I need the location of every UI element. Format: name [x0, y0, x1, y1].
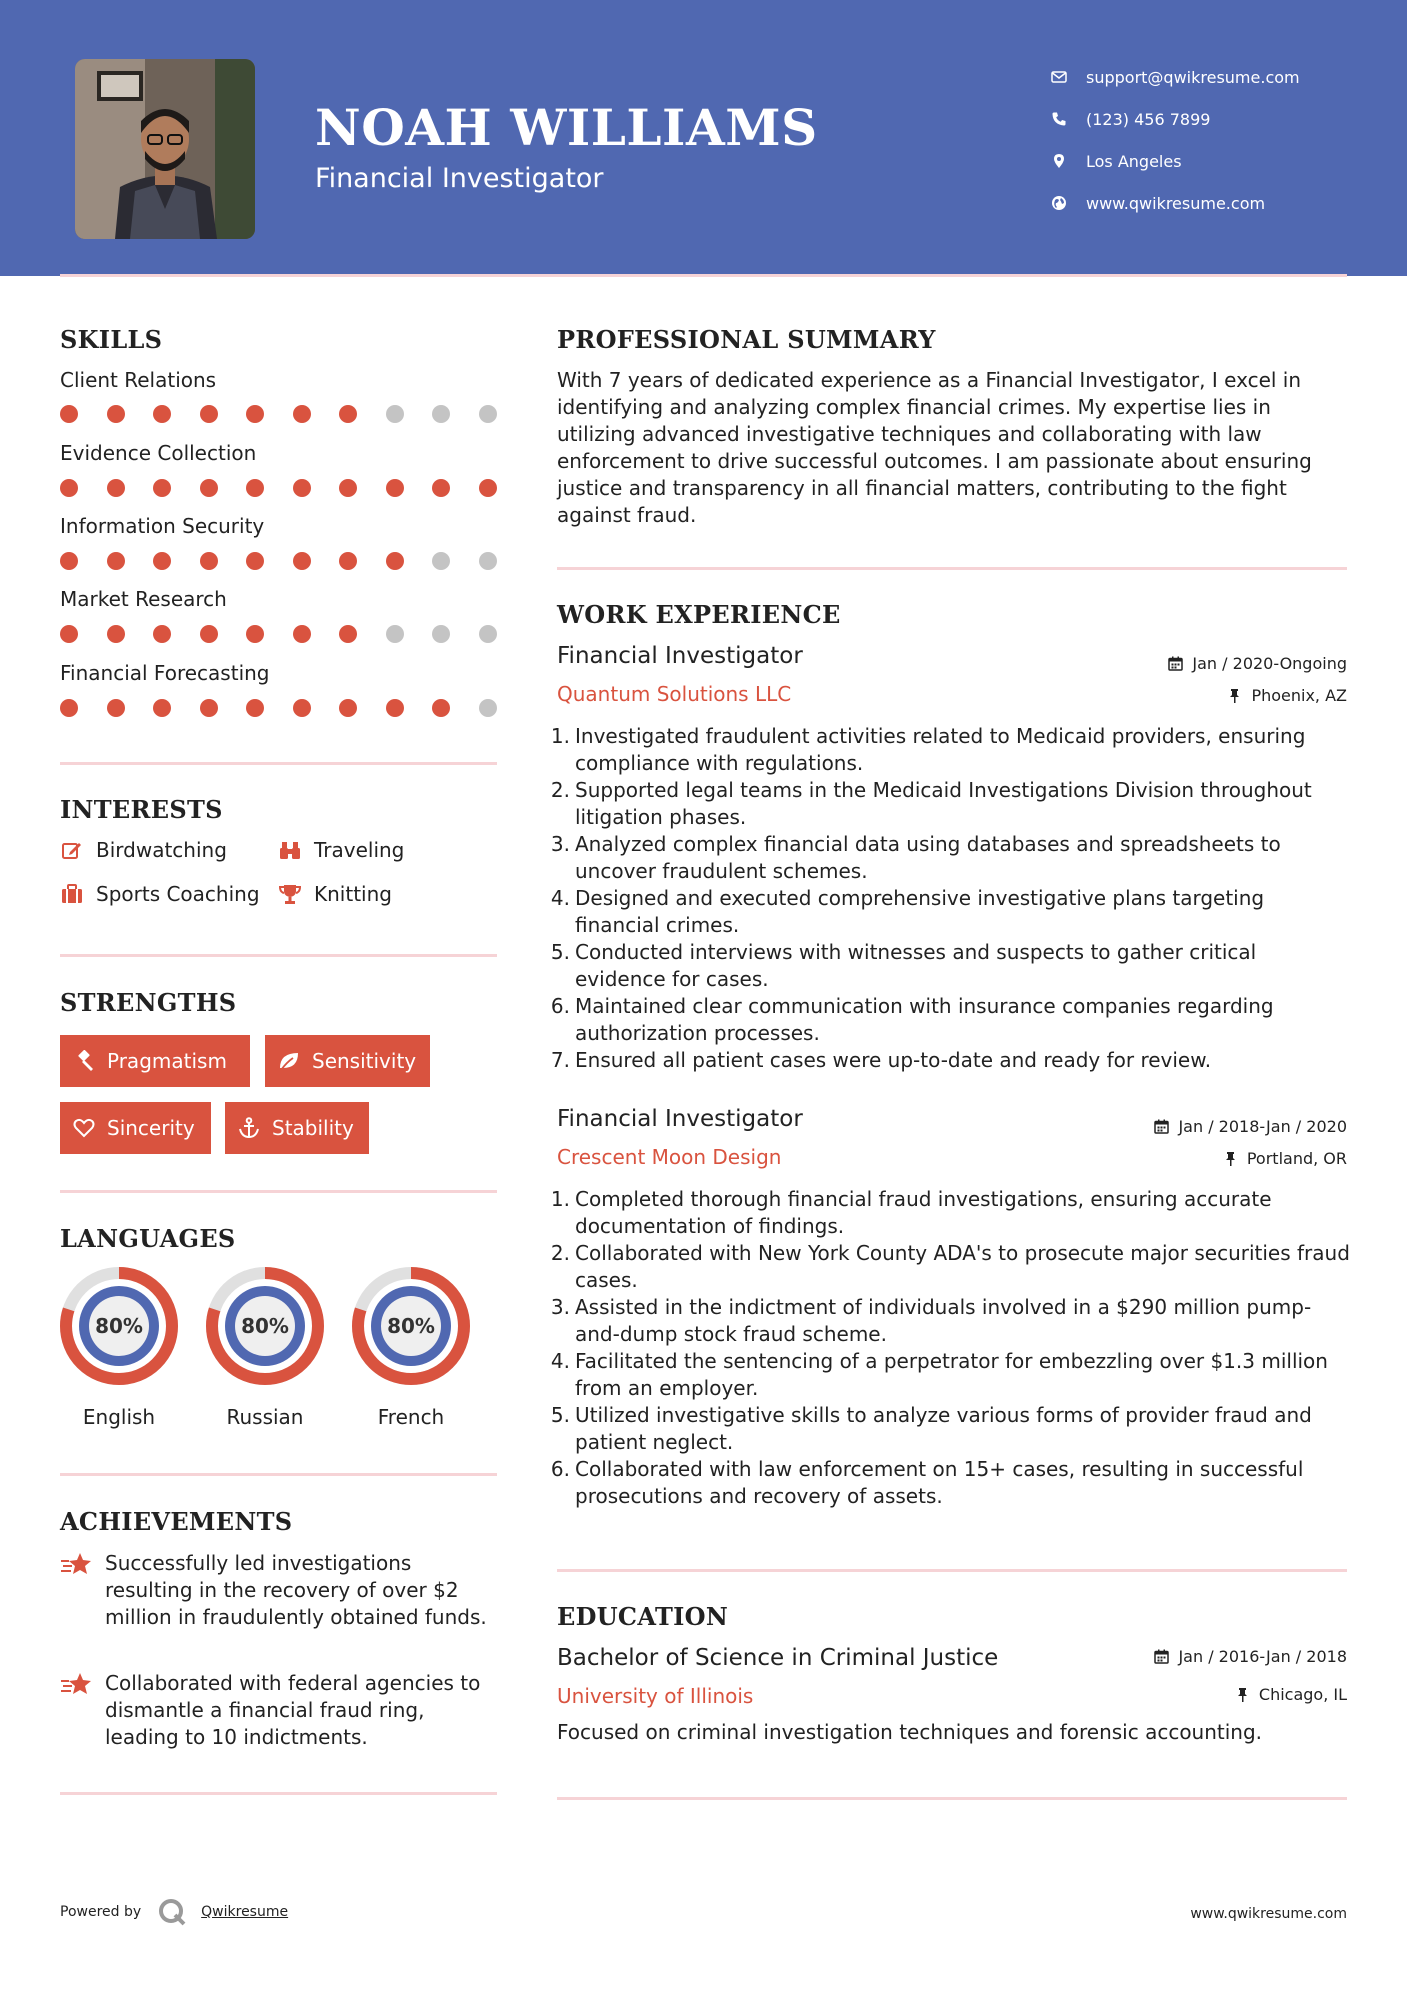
job-title: Financial Investigator	[557, 1106, 803, 1132]
bullet-text: Supported legal teams in the Medicaid Investigations Division throughout litigation phases.	[575, 778, 1312, 829]
skill-dot-filled	[200, 699, 218, 717]
language-label: French	[377, 1405, 445, 1429]
skill-rating	[60, 625, 525, 643]
skill-dot-empty	[479, 625, 497, 643]
envelope-icon	[1050, 68, 1068, 86]
skill-dot-filled	[339, 479, 357, 497]
skill-dot-empty	[432, 405, 450, 423]
globe-icon	[1050, 194, 1068, 212]
map-pin-icon	[1050, 152, 1068, 170]
skill-dot-filled	[60, 552, 78, 570]
pushpin-icon	[1223, 1151, 1239, 1167]
achievement-text: Successfully led investigations resulting in the recovery of over $2 million in fraudulently obtained funds.	[105, 1551, 487, 1629]
contact-phone-text: (123) 456 7899	[1086, 109, 1211, 129]
calendar-icon	[1168, 656, 1184, 672]
job-dates	[1168, 654, 1347, 673]
bullet-number: 2.	[550, 778, 570, 802]
resume-header	[0, 0, 1407, 276]
education-heading: EDUCATION	[557, 1602, 729, 1631]
job-location-text: Phoenix, AZ	[1251, 686, 1347, 705]
bullet-number: 5.	[550, 940, 570, 964]
skill-dot-filled	[293, 552, 311, 570]
language-label: English	[82, 1405, 156, 1429]
education-dates	[1154, 1647, 1347, 1666]
bullet-number: 2.	[550, 1241, 570, 1265]
job-title: Financial Investigator	[557, 643, 803, 669]
job-bullet	[550, 1402, 1350, 1456]
contact-list	[1050, 56, 1300, 224]
bullet-text: Utilized investigative skills to analyze various forms of provider fraud and patient neglect.	[575, 1403, 1312, 1454]
skill-dot-filled	[293, 479, 311, 497]
language-percent: 80%	[95, 1314, 143, 1338]
skill-dot-filled	[246, 552, 264, 570]
achievement-item	[60, 1550, 500, 1631]
skill-label: Evidence Collection	[60, 441, 257, 465]
strength-badge	[60, 1035, 250, 1087]
brand-link[interactable]: Qwikresume	[201, 1904, 289, 1920]
bullet-text: Collaborated with New York County ADA's to prosecute major securities fraud cases.	[575, 1241, 1350, 1292]
interests-heading: INTERESTS	[60, 795, 223, 824]
skill-dot-filled	[339, 405, 357, 423]
section-divider	[557, 567, 1347, 570]
skill-dot-filled	[246, 479, 264, 497]
bullet-number: 6.	[550, 1457, 570, 1481]
company-name: Quantum Solutions LLC	[557, 682, 792, 706]
interest-item	[60, 882, 260, 906]
job-bullet	[550, 1348, 1350, 1402]
skill-dot-filled	[339, 552, 357, 570]
section-divider	[60, 1792, 497, 1795]
qwikresume-logo-icon	[157, 1897, 187, 1927]
skill-dot-filled	[60, 479, 78, 497]
skill-dot-filled	[200, 625, 218, 643]
pushpin-icon	[1227, 688, 1243, 704]
footer-powered-by	[60, 1897, 288, 1927]
school-name: University of Illinois	[557, 1684, 754, 1708]
footer-website[interactable]: www.qwikresume.com	[1190, 1906, 1347, 1922]
skill-dot-empty	[386, 625, 404, 643]
bullet-number: 3.	[550, 1295, 570, 1319]
education-location	[1235, 1685, 1347, 1704]
skill-dot-empty	[479, 405, 497, 423]
language-ring	[204, 1265, 326, 1387]
language-ring	[350, 1265, 472, 1387]
shooting-star-icon	[60, 1670, 93, 1700]
interest-label: Birdwatching	[96, 838, 227, 862]
job-bullets	[550, 723, 1350, 1074]
bullet-text: Ensured all patient cases were up-to-date and ready for review.	[575, 1048, 1212, 1072]
contact-email-text: support@qwikresume.com	[1086, 67, 1300, 87]
language-percent: 80%	[241, 1314, 289, 1338]
bullet-text: Assisted in the indictment of individuals involved in a $290 million pump-and-dump stock fraud scheme.	[575, 1295, 1312, 1346]
profile-photo	[75, 59, 255, 239]
job-bullet	[550, 993, 1350, 1047]
achievement-item	[60, 1670, 500, 1751]
skill-dot-filled	[107, 479, 125, 497]
job-bullet	[550, 723, 1350, 777]
skill-dot-filled	[200, 552, 218, 570]
education-description: Focused on criminal investigation techniques and forensic accounting.	[557, 1720, 1263, 1744]
skill-dot-filled	[153, 479, 171, 497]
language-item	[58, 1265, 180, 1429]
contact-phone[interactable]	[1050, 98, 1300, 140]
skill-dot-filled	[153, 405, 171, 423]
edit-icon	[60, 838, 84, 862]
section-divider	[60, 954, 497, 957]
leaf-icon	[278, 1050, 300, 1072]
interest-label: Sports Coaching	[96, 882, 260, 906]
skill-dot-filled	[293, 405, 311, 423]
skill-dot-filled	[339, 625, 357, 643]
strength-label: Pragmatism	[107, 1049, 227, 1073]
bullet-number: 1.	[550, 724, 570, 748]
interest-item	[278, 838, 404, 862]
skill-dot-filled	[60, 699, 78, 717]
job-bullet	[550, 1294, 1350, 1348]
calendar-icon	[1154, 1649, 1170, 1665]
skill-rating	[60, 479, 525, 497]
achievement-text: Collaborated with federal agencies to dismantle a financial fraud ring, leading to 10 indictments.	[105, 1671, 481, 1749]
bullet-number: 5.	[550, 1403, 570, 1427]
bullet-text: Completed thorough financial fraud investigations, ensuring accurate documentation of findings.	[575, 1187, 1272, 1238]
strength-label: Stability	[272, 1116, 354, 1140]
education-dates-text: Jan / 2016-Jan / 2018	[1178, 1647, 1347, 1666]
contact-website-text: www.qwikresume.com	[1086, 193, 1266, 213]
contact-location	[1050, 140, 1300, 182]
job-bullet	[550, 831, 1350, 885]
language-percent: 80%	[387, 1314, 435, 1338]
skill-dot-filled	[432, 699, 450, 717]
contact-location-text: Los Angeles	[1086, 151, 1182, 171]
skill-dot-filled	[107, 552, 125, 570]
heart-icon	[73, 1117, 95, 1139]
language-label: Russian	[226, 1405, 304, 1429]
gavel-icon	[73, 1050, 95, 1072]
section-divider	[60, 762, 497, 765]
skill-dot-filled	[153, 625, 171, 643]
skill-label: Financial Forecasting	[60, 661, 270, 685]
pushpin-icon	[1235, 1687, 1251, 1703]
skill-dot-empty	[479, 699, 497, 717]
powered-by-text: Powered by	[60, 1904, 142, 1920]
education-location-text: Chicago, IL	[1258, 1685, 1347, 1704]
skill-dot-filled	[153, 699, 171, 717]
trophy-icon	[278, 882, 302, 906]
skills-heading: SKILLS	[60, 325, 163, 354]
bullet-number: 6.	[550, 994, 570, 1018]
job-dates	[1154, 1117, 1347, 1136]
skill-dot-empty	[479, 552, 497, 570]
job-bullet	[550, 777, 1350, 831]
job-bullet	[550, 939, 1350, 993]
interest-label: Traveling	[314, 838, 405, 862]
language-item	[350, 1265, 472, 1429]
job-bullets	[550, 1186, 1350, 1510]
phone-icon	[1050, 110, 1068, 128]
skill-rating	[60, 405, 525, 423]
skill-dot-empty	[432, 552, 450, 570]
bullet-number: 4.	[550, 1349, 570, 1373]
skill-dot-filled	[60, 625, 78, 643]
section-divider	[557, 1569, 1347, 1572]
bullet-text: Facilitated the sentencing of a perpetrator for embezzling over $1.3 million from an employer.	[575, 1349, 1328, 1400]
section-divider	[60, 1190, 497, 1193]
person-photo-icon	[75, 59, 255, 239]
skill-dot-filled	[246, 699, 264, 717]
skill-dot-filled	[339, 699, 357, 717]
job-location	[1223, 1149, 1347, 1168]
skill-dot-filled	[246, 625, 264, 643]
job-location-text: Portland, OR	[1246, 1149, 1347, 1168]
strength-badge	[225, 1102, 369, 1154]
strength-label: Sincerity	[107, 1116, 195, 1140]
section-divider	[60, 1473, 497, 1476]
skill-dot-filled	[153, 552, 171, 570]
skill-dot-filled	[246, 405, 264, 423]
calendar-icon	[1154, 1119, 1170, 1135]
skill-dot-filled	[107, 405, 125, 423]
candidate-name: NOAH WILLIAMS	[315, 98, 818, 157]
job-bullet	[550, 1186, 1350, 1240]
strengths-heading: STRENGTHS	[60, 988, 237, 1017]
languages-heading: LANGUAGES	[60, 1224, 236, 1253]
skill-dot-filled	[386, 552, 404, 570]
strength-badge	[60, 1102, 211, 1154]
language-item	[204, 1265, 326, 1429]
skill-dot-filled	[386, 479, 404, 497]
skill-dot-filled	[200, 479, 218, 497]
interest-item	[278, 882, 392, 906]
skill-dot-filled	[60, 405, 78, 423]
strength-label: Sensitivity	[312, 1049, 417, 1073]
skill-label: Client Relations	[60, 368, 217, 392]
skill-dot-filled	[386, 699, 404, 717]
bullet-text: Analyzed complex financial data using databases and spreadsheets to uncover fraudulent schemes.	[575, 832, 1281, 883]
bullet-text: Investigated fraudulent activities related to Medicaid providers, ensuring compliance with regulations.	[575, 724, 1306, 775]
job-dates-text: Jan / 2020-Ongoing	[1192, 654, 1347, 673]
section-divider	[557, 1797, 1347, 1800]
bullet-number: 1.	[550, 1187, 570, 1211]
strength-badge	[265, 1035, 430, 1087]
bullet-text: Collaborated with law enforcement on 15+ cases, resulting in successful prosecutions and recovery of assets.	[575, 1457, 1304, 1508]
skill-dot-filled	[107, 699, 125, 717]
interest-item	[60, 838, 227, 862]
summary-heading: PROFESSIONAL SUMMARY	[557, 325, 936, 354]
interest-label: Knitting	[314, 882, 392, 906]
binoculars-icon	[278, 838, 302, 862]
skill-dot-filled	[479, 479, 497, 497]
achievements-heading: ACHIEVEMENTS	[60, 1507, 293, 1536]
skill-rating	[60, 699, 525, 717]
bullet-text: Designed and executed comprehensive investigative plans targeting financial crimes.	[575, 886, 1265, 937]
shooting-star-icon	[60, 1550, 93, 1580]
job-bullet	[550, 1240, 1350, 1294]
header-divider	[60, 274, 1347, 277]
anchor-icon	[238, 1117, 260, 1139]
skill-rating	[60, 552, 525, 570]
skill-label: Market Research	[60, 587, 227, 611]
candidate-title: Financial Investigator	[315, 163, 604, 194]
job-bullet	[550, 1456, 1350, 1510]
summary-text: With 7 years of dedicated experience as a Financial Investigator, I excel in identifying and analyzing complex financial crimes. My expertise lies in utilizing advanced investigative techniques and collaborating with law enforcement to drive successful outcomes. I am passionate about ensuring justice and transparency in all financial matters, contributing to the fight against fraud.	[557, 368, 1312, 527]
skill-dot-empty	[432, 625, 450, 643]
experience-heading: WORK EXPERIENCE	[557, 600, 841, 629]
skill-dot-filled	[293, 625, 311, 643]
bullet-number: 7.	[550, 1048, 570, 1072]
job-location	[1227, 686, 1347, 705]
job-bullet	[550, 885, 1350, 939]
bullet-text: Conducted interviews with witnesses and suspects to gather critical evidence for cases.	[575, 940, 1257, 991]
bullet-number: 4.	[550, 886, 570, 910]
bullet-text: Maintained clear communication with insurance companies regarding authorization processes.	[575, 994, 1274, 1045]
contact-website[interactable]	[1050, 182, 1300, 224]
company-name: Crescent Moon Design	[557, 1145, 782, 1169]
job-dates-text: Jan / 2018-Jan / 2020	[1178, 1117, 1347, 1136]
bullet-number: 3.	[550, 832, 570, 856]
skill-dot-filled	[293, 699, 311, 717]
briefcase-icon	[60, 882, 84, 906]
skill-dot-filled	[432, 479, 450, 497]
language-ring	[58, 1265, 180, 1387]
skill-dot-filled	[107, 625, 125, 643]
degree-title: Bachelor of Science in Criminal Justice	[557, 1645, 999, 1671]
contact-email[interactable]	[1050, 56, 1300, 98]
skill-dot-filled	[200, 405, 218, 423]
skill-dot-empty	[386, 405, 404, 423]
job-bullet	[550, 1047, 1350, 1074]
skill-label: Information Security	[60, 514, 265, 538]
